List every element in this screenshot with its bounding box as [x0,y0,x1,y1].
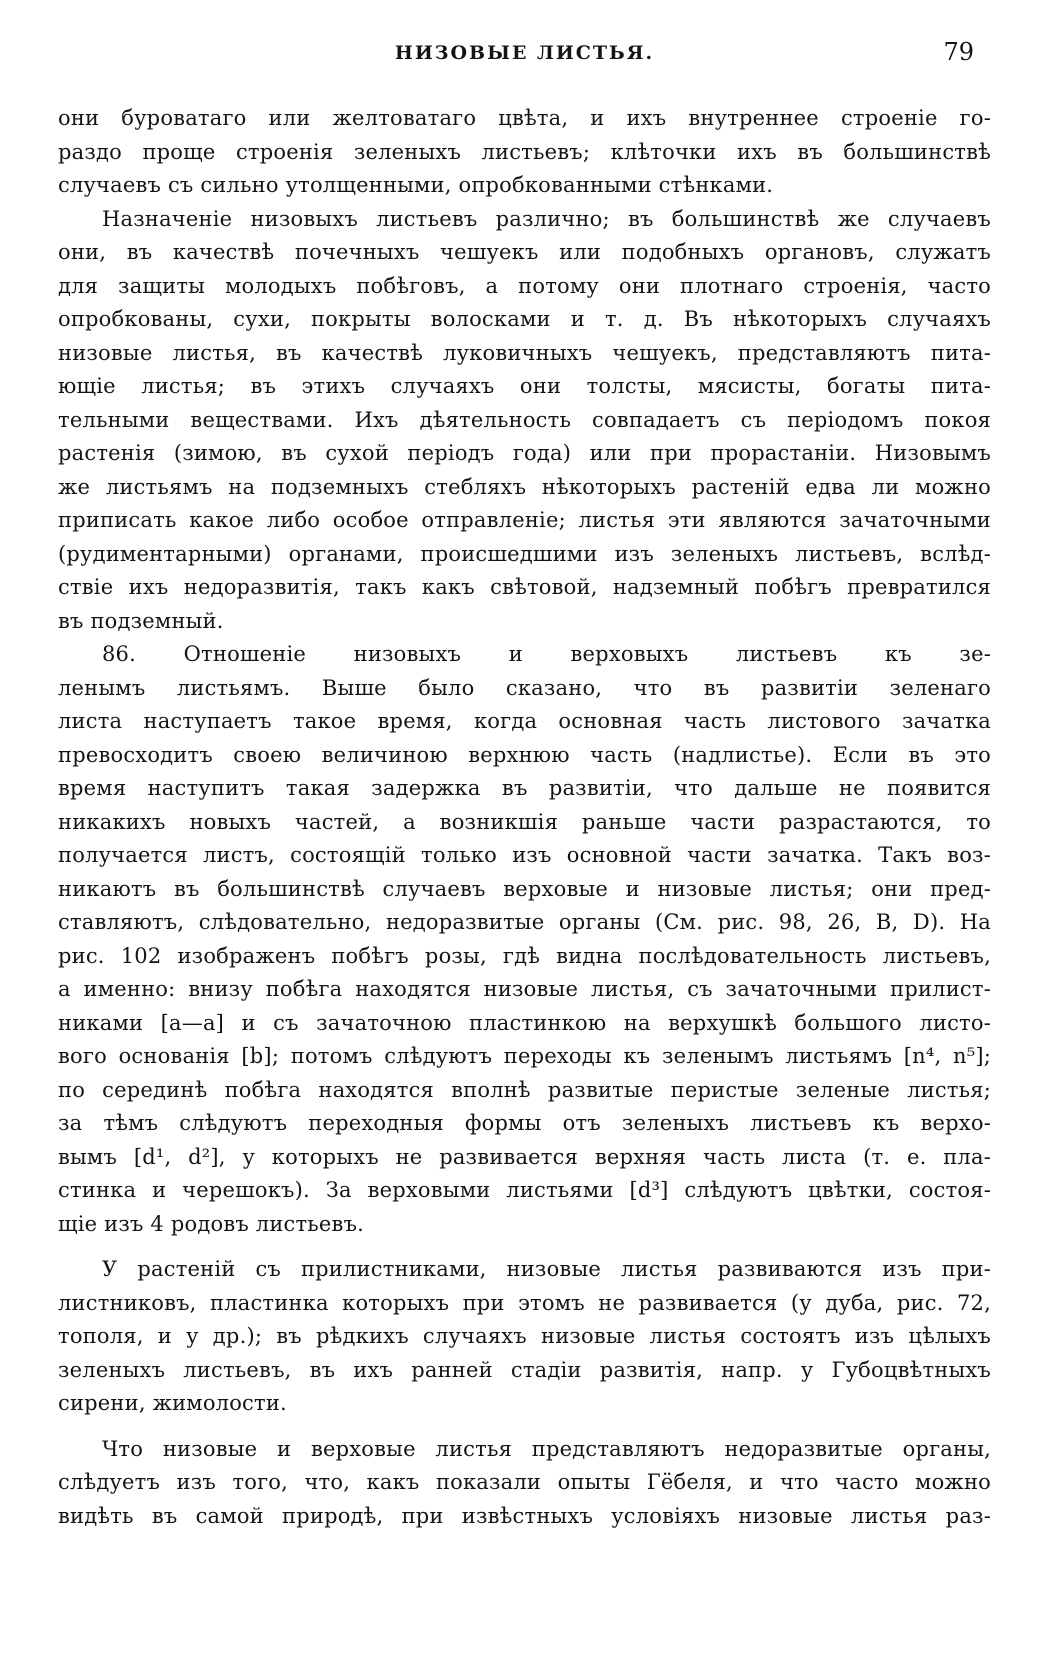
section-heading-line: 86. Отношеніе низовыхъ и верховыхъ листьевъ къ зе- [102,642,991,666]
text-line: растенія (зимою, въ сухой періодъ года) или при прорастаніи. Низовымъ [58,441,991,465]
text-line: приписать какое либо особое отправленіе; листья эти являются зачаточными [58,508,991,532]
text-line: же листьямъ на подземныхъ стебляхъ нѣкоторыхъ растеній едва ли можно [58,474,991,499]
text-line: щіе изъ 4 родовъ листьевъ. [58,1211,365,1236]
text-line: Что низовые и верховые листья представляютъ недоразвитые органы, [102,1436,991,1461]
text-line: У растеній съ прилистниками, низовые листья развиваются изъ при- [102,1257,991,1281]
text-line: ющіе листья; въ этихъ случаяхъ они толсты, мясисты, богаты пита- [58,374,991,398]
running-title: НИЗОВЫЕ ЛИСТЬЯ. [394,42,655,64]
text-line: никакихъ новыхъ частей, а возникшія раньше части разрастаются, то [58,809,991,834]
text-line: время наступитъ такая задержка въ развитіи, что дальше не появится [58,776,991,800]
text-line: тополя, и у др.); въ рѣдкихъ случаяхъ низовые листья состоятъ изъ цѣлыхъ [58,1324,991,1348]
text-line: они буроватаго или желтоватаго цвѣта, и ихъ внутреннее строеніе го- [58,106,991,130]
paragraph-gap [58,1421,991,1433]
text-line: низовые листья, въ качествѣ луковичныхъ чешуекъ, представляютъ пита- [58,340,991,365]
text-line: стинка и черешокъ). За верховыми листьями [d³] слѣдуютъ цвѣтки, состоя- [58,1178,991,1202]
paragraph [58,203,991,639]
text-line: ленымъ листьямъ. Выше было сказано, что въ развитіи зеленаго [58,675,991,700]
text-line: листа наступаетъ такое время, когда основная часть листового зачатка [58,709,991,733]
text-line: вого основанія [b]; потомъ слѣдуютъ переходы къ зеленымъ листьямъ [n⁴, n⁵]; [58,1044,991,1068]
paragraph-gap [58,1241,991,1253]
text-line: получается листъ, состоящій только изъ основной части зачатка. Такъ воз- [58,843,991,867]
text-line: за тѣмъ слѣдуютъ переходныя формы отъ зеленыхъ листьевъ къ верхо- [58,1111,991,1135]
page-body [58,102,991,1533]
text-line: раздо проще строенія зеленыхъ листьевъ; клѣточки ихъ въ большинствѣ [58,139,991,164]
text-line: никами [a—a] и съ зачаточною пластинкою на верхушкѣ большого листо- [58,1010,991,1035]
text-line: ствіе ихъ недоразвитія, такъ какъ свѣтовой, надземный побѣгъ превратился [58,575,991,599]
text-line: опробкованы, сухи, покрыты волосками и т. д. Въ нѣкоторыхъ случаяхъ [58,307,991,331]
text-line: въ подземный. [58,608,224,633]
page-number: 79 [943,38,974,66]
text-line: по серединѣ побѣга находятся вполнѣ развитые перистые зеленые листья; [58,1077,991,1102]
paragraph [58,1253,991,1421]
text-line: рис. 102 изображенъ побѣгъ розы, гдѣ видна послѣдовательность листьевъ, [58,943,991,968]
text-line: сирени, жимолости. [58,1391,287,1415]
text-line: для защиты молодыхъ побѣговъ, а потому они плотнаго строенія, часто [58,273,991,298]
text-line: а именно: внизу побѣга находятся низовые листья, съ зачаточными прилист- [58,977,991,1001]
text-line: тельными веществами. Ихъ дѣятельность совпадаетъ съ періодомъ покоя [58,407,991,432]
paragraph [58,1433,991,1534]
text-line: зеленыхъ листьевъ, въ ихъ ранней стадіи развитія, напр. у Губоцвѣтныхъ [58,1357,991,1382]
text-line: случаевъ съ сильно утолщенными, опробкованными стѣнками. [58,173,774,197]
paragraph-section-86 [58,638,991,1241]
text-line: ставляютъ, слѣдовательно, недоразвитые органы (См. рис. 98, 26, B, D). На [58,910,991,934]
text-line: слѣдуетъ изъ того, что, какъ показали опыты Гёбеля, и что часто можно [58,1470,991,1494]
paragraph [58,102,991,203]
text-line: листниковъ, пластинка которыхъ при этомъ не развивается (у дуба, рис. 72, [58,1290,991,1315]
text-line: Назначеніе низовыхъ листьевъ различно; въ большинствѣ же случаевъ [102,206,991,231]
text-line: они, въ качествѣ почечныхъ чешуекъ или подобныхъ органовъ, служатъ [58,240,991,264]
text-line: никаютъ въ большинствѣ случаевъ верховые и низовые листья; они пред- [58,876,991,901]
text-line: превосходитъ своею величиною верхнюю часть (надлистье). Если въ это [58,742,991,767]
text-line: вымъ [d¹, d²], у которыхъ не развивается верхняя часть листа (т. е. пла- [58,1144,991,1169]
text-line: видѣть въ самой природѣ, при извѣстныхъ условіяхъ низовые листья раз- [58,1503,991,1528]
text-line: (рудиментарными) органами, происшедшими изъ зеленыхъ листьевъ, вслѣд- [58,541,991,566]
